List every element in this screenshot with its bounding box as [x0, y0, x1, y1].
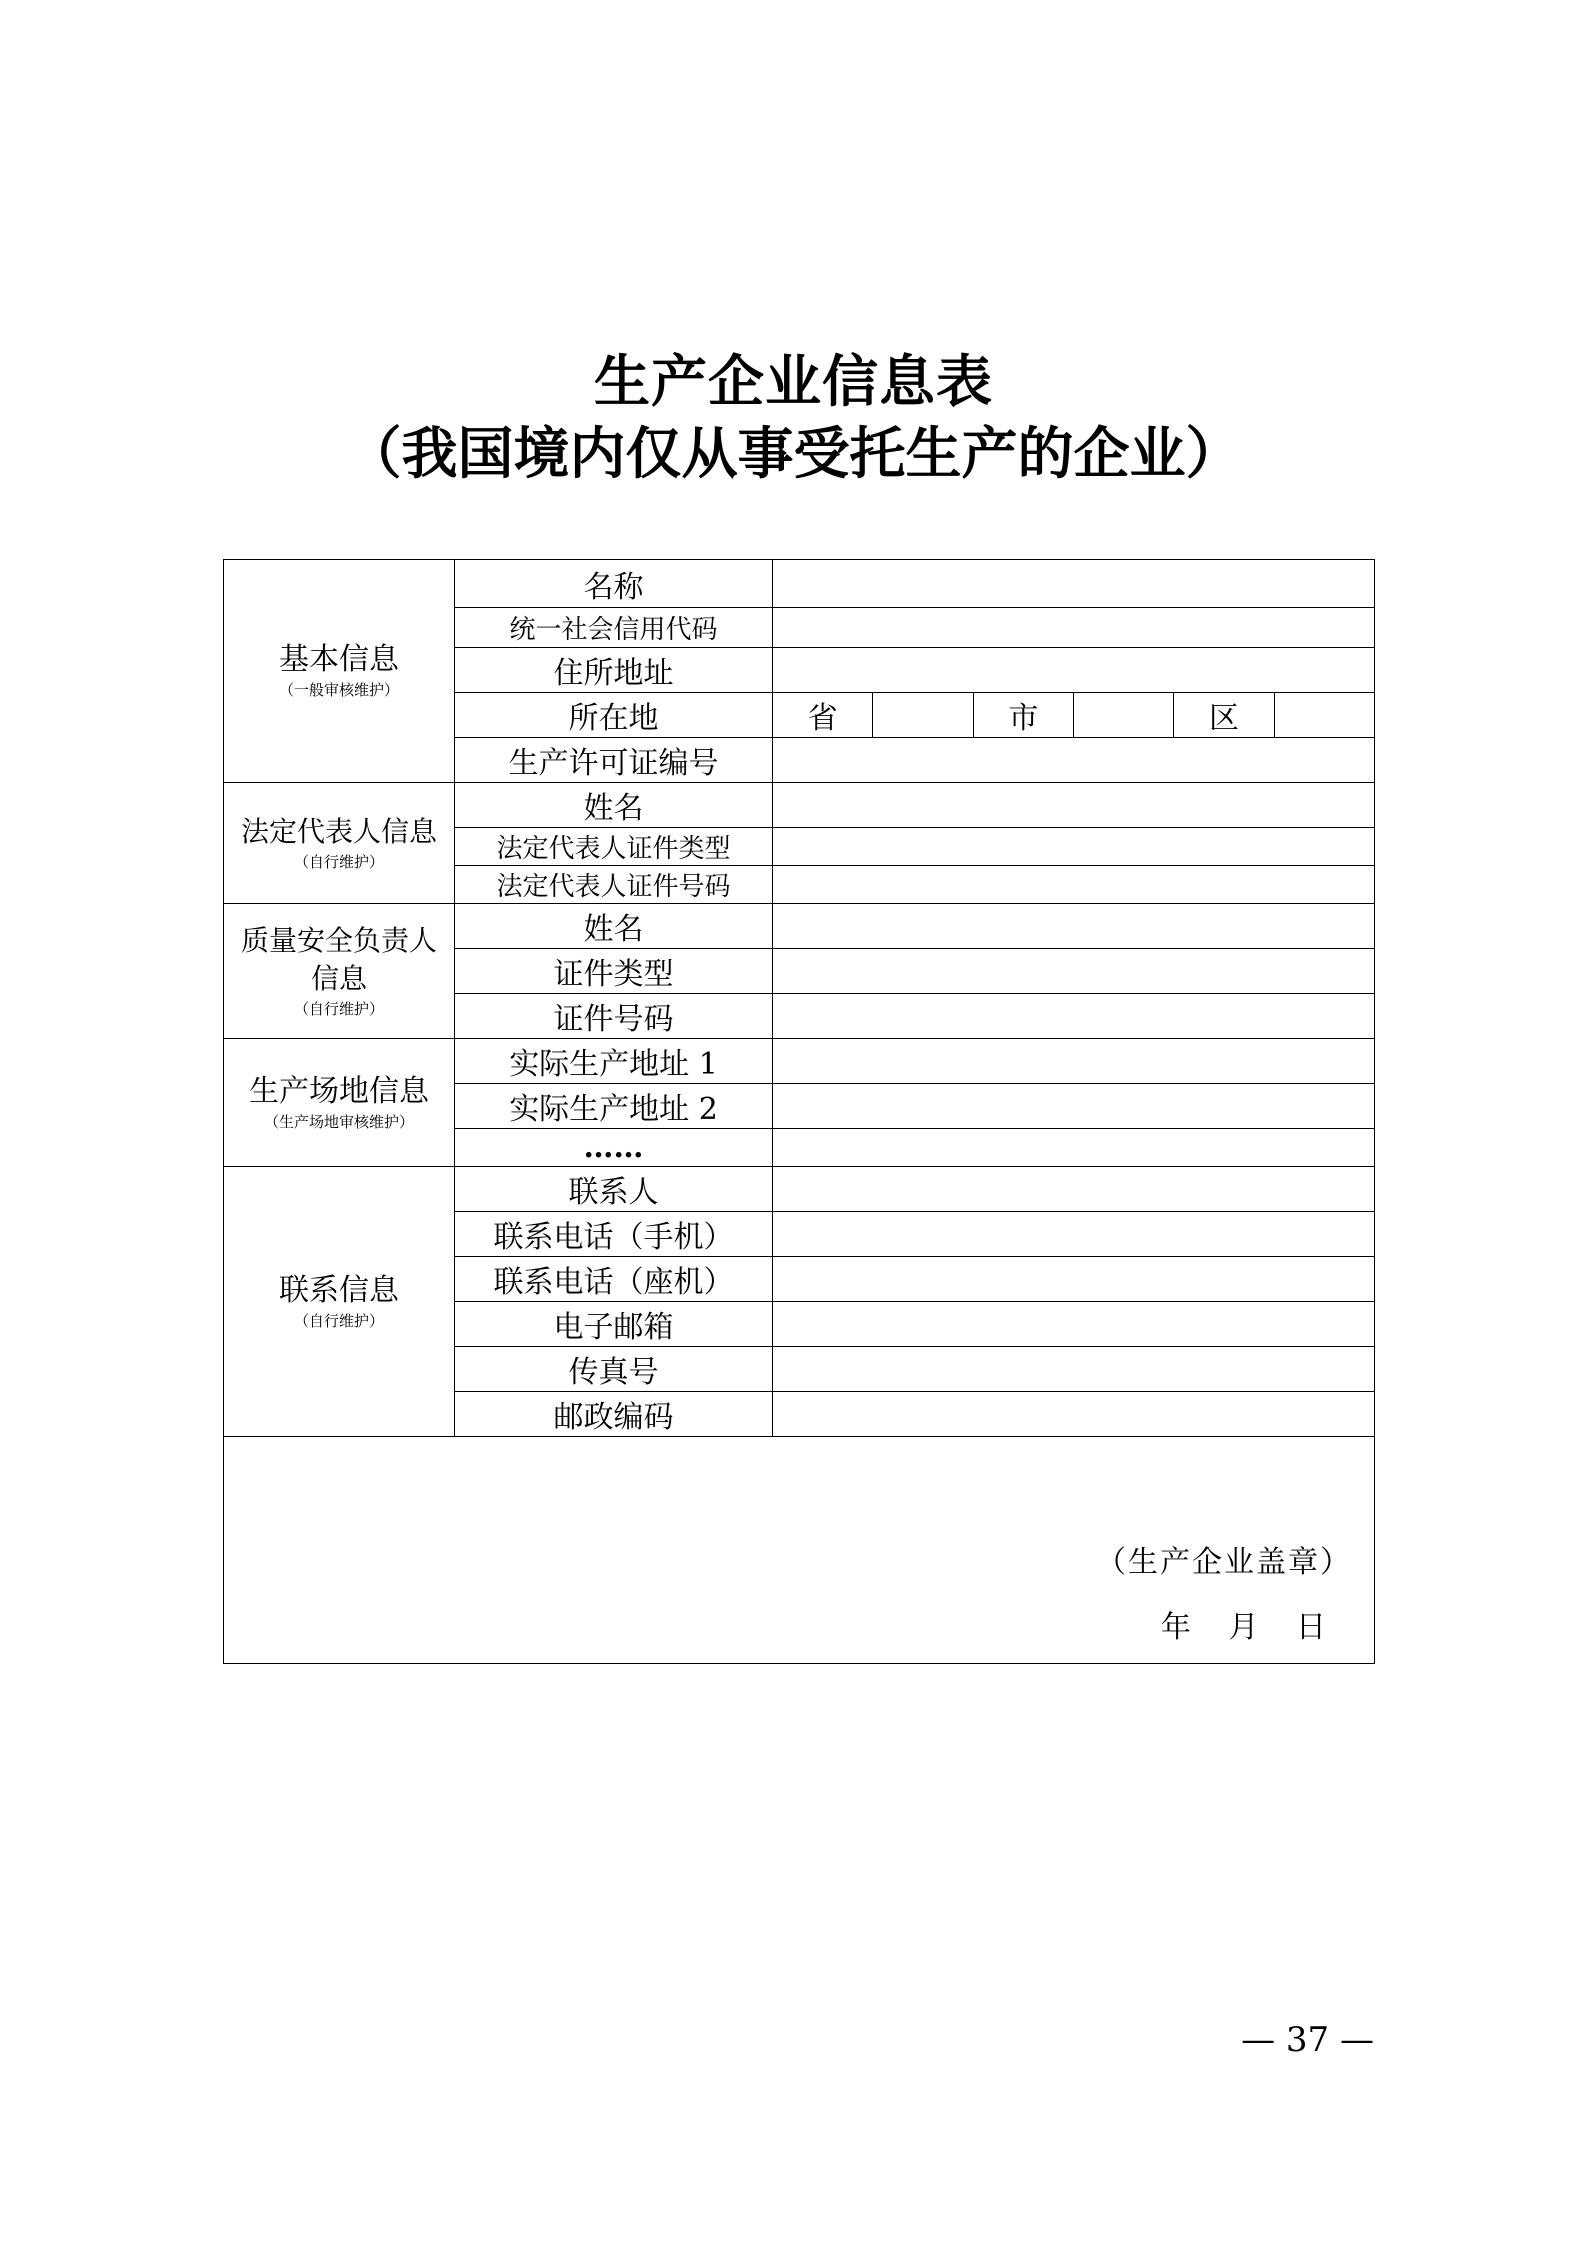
value-location — [773, 693, 1375, 738]
section-note: （自行维护） — [293, 1311, 384, 1330]
section-basic-info — [224, 560, 455, 783]
value-credit-code[interactable] — [773, 608, 1375, 648]
value-site-address-1[interactable] — [773, 1039, 1375, 1084]
label-officer-id-type: 证件类型 — [455, 949, 773, 994]
value-landline[interactable] — [773, 1257, 1375, 1302]
label-legal-id-number: 法定代表人证件号码 — [455, 866, 773, 904]
section-note: （生产场地审核维护） — [263, 1112, 414, 1131]
section-production-site — [224, 1039, 455, 1167]
value-contact-person[interactable] — [773, 1167, 1375, 1212]
value-officer-id-number[interactable] — [773, 994, 1375, 1039]
label-location: 所在地 — [455, 693, 773, 738]
label-site-address-1: 实际生产地址 1 — [455, 1039, 773, 1084]
value-officer-name[interactable] — [773, 904, 1375, 949]
province-label: 省 — [807, 701, 838, 736]
section-quality-officer — [224, 904, 455, 1039]
label-postcode: 邮政编码 — [455, 1392, 773, 1437]
value-site-address-2[interactable] — [773, 1084, 1375, 1129]
form-subtitle: （我国境内仅从事受托生产的企业） — [345, 421, 1242, 487]
section-title-line2: 信息 — [310, 962, 367, 995]
section-note: （一般审核维护） — [278, 681, 399, 699]
value-name[interactable] — [773, 560, 1375, 608]
value-legal-id-type[interactable] — [773, 828, 1375, 866]
form-title: 生产企业信息表 — [594, 349, 993, 415]
section-note: （自行维护） — [293, 1000, 384, 1018]
label-landline: 联系电话（座机） — [455, 1257, 773, 1302]
section-legal-rep — [224, 783, 455, 904]
seal-area[interactable] — [224, 1437, 1375, 1664]
section-contact — [224, 1167, 455, 1437]
label-license-number: 生产许可证编号 — [455, 738, 773, 783]
value-email[interactable] — [773, 1302, 1375, 1347]
section-title: 联系信息 — [279, 1272, 399, 1308]
date-label: 年 月 日 — [1160, 1610, 1326, 1645]
label-email: 电子邮箱 — [455, 1302, 773, 1347]
district-field[interactable] — [1274, 693, 1374, 737]
value-mobile[interactable] — [773, 1212, 1375, 1257]
label-site-address-2: 实际生产地址 2 — [455, 1084, 773, 1129]
value-postcode[interactable] — [773, 1392, 1375, 1437]
label-address: 住所地址 — [455, 648, 773, 693]
label-legal-id-type: 法定代表人证件类型 — [455, 828, 773, 866]
label-officer-name: 姓名 — [455, 904, 773, 949]
value-address[interactable] — [773, 648, 1375, 693]
label-legal-name: 姓名 — [455, 783, 773, 828]
value-officer-id-type[interactable] — [773, 949, 1375, 994]
section-title: 生产场地信息 — [249, 1073, 429, 1109]
district-label: 区 — [1173, 693, 1273, 737]
label-credit-code: 统一社会信用代码 — [455, 608, 773, 648]
value-license-number[interactable] — [773, 738, 1375, 783]
seal-label: （生产企业盖章） — [1096, 1545, 1352, 1580]
label-mobile: 联系电话（手机） — [455, 1212, 773, 1257]
page-number: — 37 — — [1241, 2020, 1374, 2060]
city-field[interactable] — [1073, 693, 1173, 737]
label-fax: 传真号 — [455, 1347, 773, 1392]
label-contact-person: 联系人 — [455, 1167, 773, 1212]
province-field[interactable] — [872, 693, 972, 737]
section-note: （自行维护） — [293, 853, 384, 871]
section-title: 基本信息 — [279, 642, 399, 677]
value-site-more[interactable] — [773, 1129, 1375, 1167]
value-legal-name[interactable] — [773, 783, 1375, 828]
section-title: 法定代表人信息 — [240, 815, 437, 848]
value-fax[interactable] — [773, 1347, 1375, 1392]
section-title-line1: 质量安全负责人 — [240, 924, 437, 957]
label-name: 名称 — [455, 560, 773, 608]
city-label: 市 — [973, 693, 1073, 737]
label-officer-id-number: 证件号码 — [455, 994, 773, 1039]
label-site-more: …… — [455, 1129, 773, 1167]
value-legal-id-number[interactable] — [773, 866, 1375, 904]
enterprise-info-table — [223, 559, 1375, 1664]
